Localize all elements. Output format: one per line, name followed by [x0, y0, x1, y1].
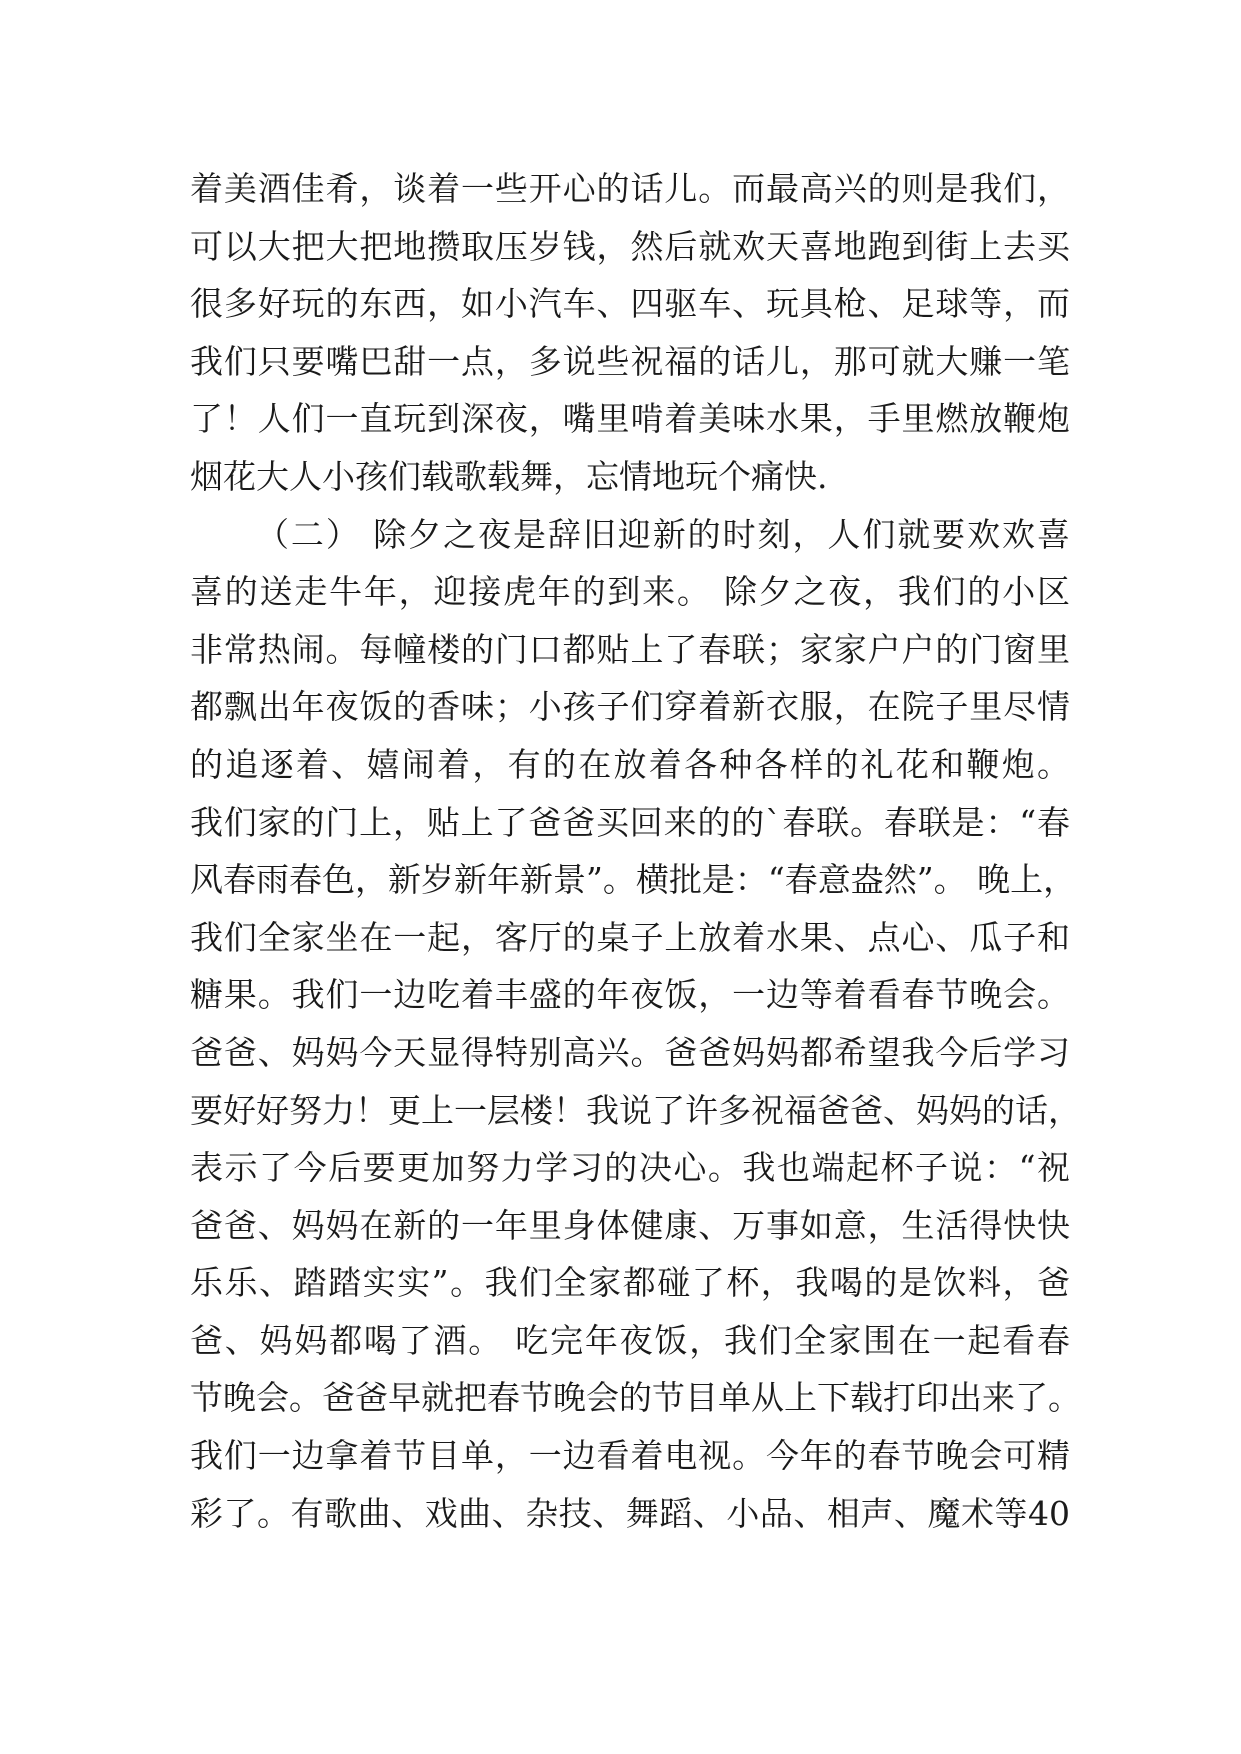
- text-line: 我们一边拿着节目单，一边看着电视。今年的春节晚会可精: [190, 1436, 1070, 1476]
- text-line: 着美酒佳肴，谈着一些开心的话儿。而最高兴的则是我们，: [190, 169, 1070, 208]
- text-line: 我们只要嘴巴甜一点，多说些祝福的话儿，那可就大赚一笔: [190, 341, 1070, 381]
- text-line: 喜的送走牛年，迎接虎年的到来。 除夕之夜，我们的小区: [190, 572, 1070, 612]
- text-line: 爸爸、妈妈在新的一年里身体健康、万事如意，生活得快快: [190, 1205, 1070, 1245]
- text-line: 都飘出年夜饭的香味；小孩子们穿着新衣服，在院子里尽情: [190, 687, 1070, 727]
- text-line: 的追逐着、嬉闹着，有的在放着各种各样的礼花和鞭炮。: [190, 744, 1070, 784]
- text-line: 爸、妈妈都喝了酒。 吃完年夜饭，我们全家围在一起看春: [190, 1320, 1070, 1360]
- text-line: 爸爸、妈妈今天显得特别高兴。爸爸妈妈都希望我今后学习: [190, 1032, 1070, 1072]
- text-line: 烟花大人小孩们载歌载舞，忘情地玩个痛快.: [190, 456, 828, 496]
- text-line: 表示了今后要更加努力学习的决心。我也端起杯子说：“祝: [190, 1148, 1070, 1188]
- text-line: 非常热闹。每幢楼的门口都贴上了春联；家家户户的门窗里: [190, 629, 1070, 669]
- text-line: 糖果。我们一边吃着丰盛的年夜饭，一边等着看春节晚会。: [190, 975, 1070, 1015]
- text-line: 乐乐、踏踏实实”。我们全家都碰了杯，我喝的是饮料，爸: [190, 1263, 1070, 1303]
- body-text: [190, 160, 1081, 1542]
- text-line: 风春雨春色，新岁新年新景”。横批是：“春意盎然”。 晚上，: [190, 860, 1077, 900]
- text-line: 我们家的门上，贴上了爸爸买回来的的`春联。春联是：“春: [190, 802, 1070, 842]
- text-line: 节晚会。爸爸早就把春节晚会的节目单从上下载打印出来了。: [190, 1378, 1081, 1418]
- text-line: 了！人们一直玩到深夜，嘴里啃着美味水果，手里燃放鞭炮: [190, 399, 1070, 439]
- text-line: 很多好玩的东西，如小汽车、四驱车、玩具枪、足球等，而: [190, 284, 1070, 324]
- text-line: 可以大把大把地攒取压岁钱，然后就欢天喜地跑到街上去买: [190, 226, 1070, 266]
- text-line: 彩了。有歌曲、戏曲、杂技、舞蹈、小品、相声、魔术等40: [190, 1493, 1070, 1533]
- paragraph-start-line: （二） 除夕之夜是辞旧迎新的时刻，人们就要欢欢喜: [256, 514, 1070, 554]
- text-line: 我们全家坐在一起，客厅的桌子上放着水果、点心、瓜子和: [190, 917, 1070, 957]
- text-line: 要好好努力！更上一层楼！我说了许多祝福爸爸、妈妈的话，: [190, 1090, 1081, 1130]
